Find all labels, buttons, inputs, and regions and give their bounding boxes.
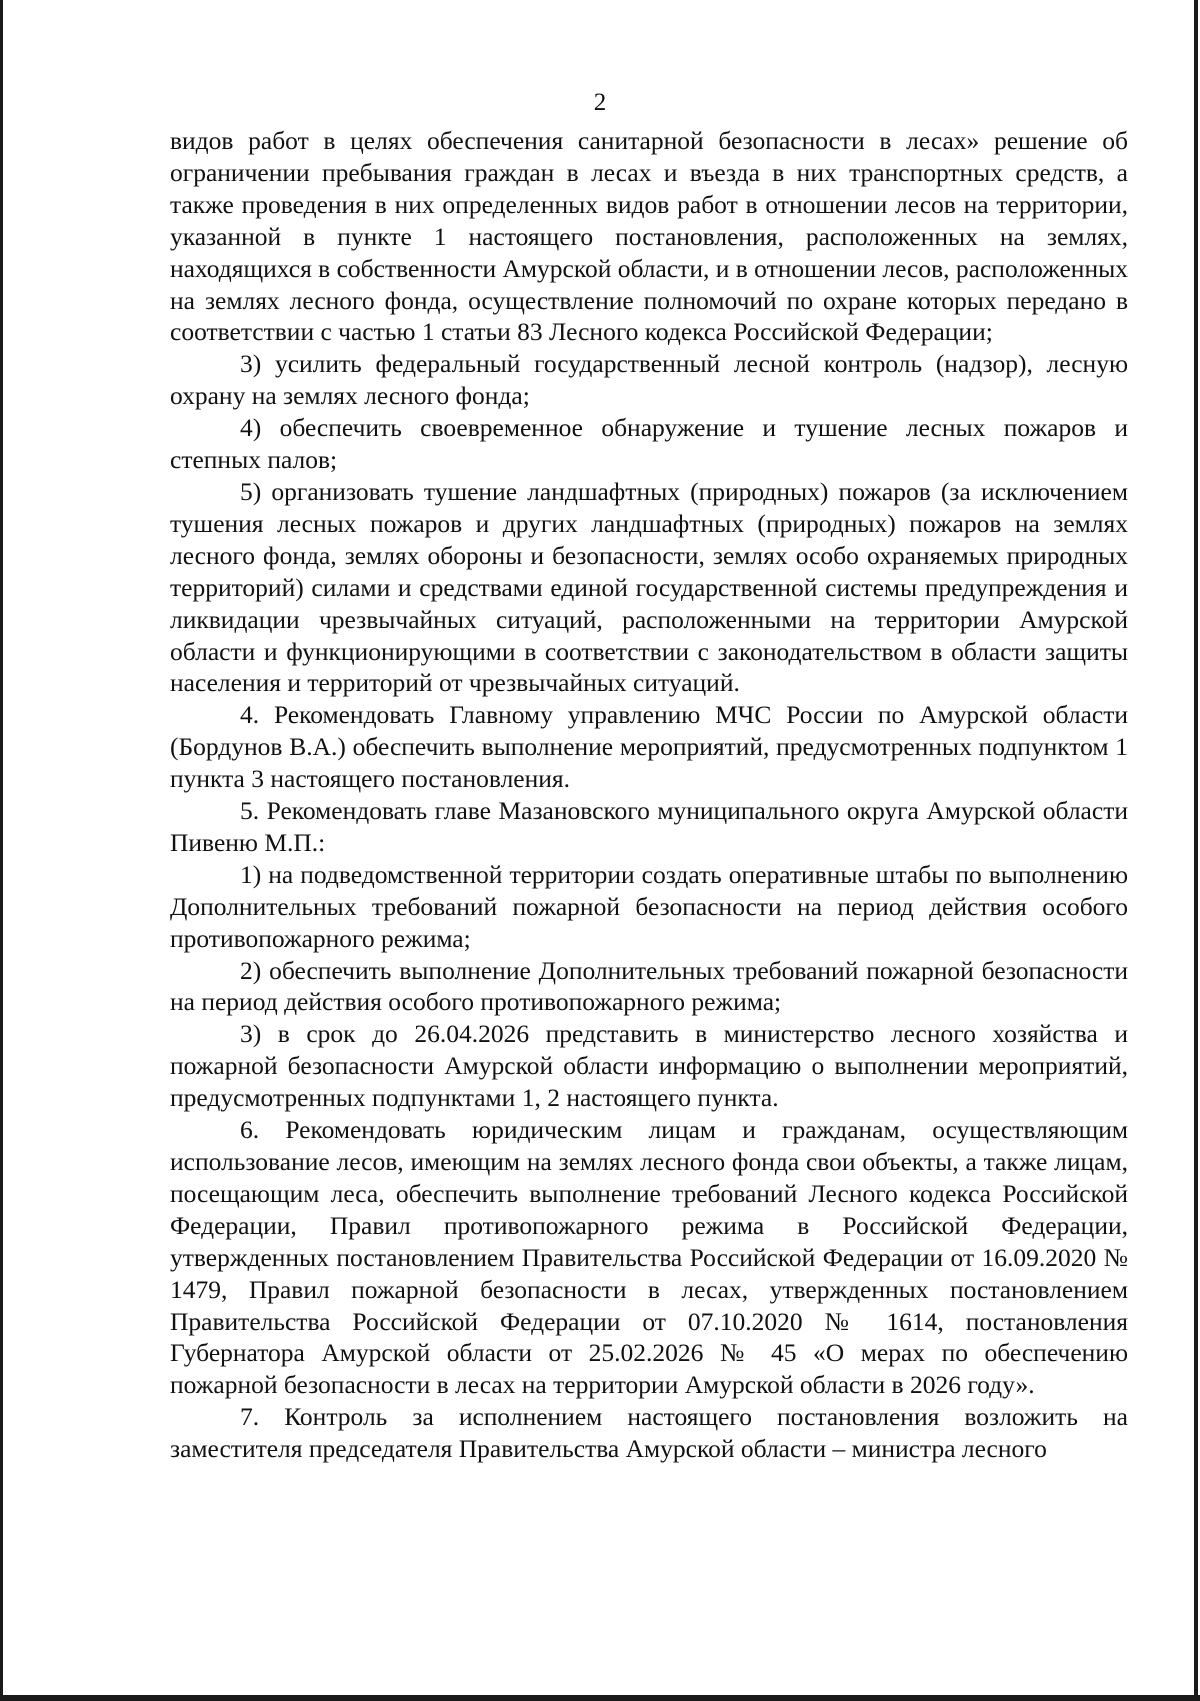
document-body [170, 125, 1128, 1465]
paragraph-item-5-2: 2) обеспечить выполнение Дополнительных требований пожарной безопасности на период действия особого противопожарного режима; [170, 955, 1128, 1017]
paragraph-clause-5: 5. Рекомендовать главе Мазановского муниципального округа Амурской области Пивеню М.П.: [170, 796, 1128, 857]
scan-edge-right [1194, 0, 1198, 1701]
paragraph-continuation: видов работ в целях обеспечения санитарной безопасности в лесах» решение об ограничении пребывания граждан в лесах и въезда в них транспортных средств, а также проведения в них определенных видов работ в отношении лесов на территории, указанной в пункте 1 настоящего постановления, расположенных на землях, находящихся в собственности Амурской области, и в отношении лесов, расположенных на землях лесного фонда, осуществление полномочий по охране которых передано в соответствии с частью 1 статьи 83 Лесного кодекса Российской Федерации; [170, 126, 1128, 347]
page-number: 2 [593, 89, 607, 116]
paragraph-item-3-3: 3) усилить федеральный государственный лесной контроль (надзор), лесную охрану на землях лесного фонда; [170, 349, 1128, 411]
paragraph-clause-7: 7. Контроль за исполнением настоящего постановления возложить на заместителя председателя Правительства Амурской области – министра лесного [170, 1402, 1128, 1464]
paragraph-item-3-5: 5) организовать тушение ландшафтных (природных) пожаров (за исключением тушения лесных пожаров и других ландшафтных (природных) пожаров на землях лесного фонда, землях обороны и безопасности, землях особо охраняемых природных территорий) силами и средствами единой государственной системы предупреждения и ликвидации чрезвычайных ситуаций, расположенными на территории Амурской области и функционирующими в соответствии с законодательством в области защиты населения и территорий от чрезвычайных ситуаций. [170, 476, 1128, 698]
paragraph-item-5-1: 1) на подведомственной территории создать оперативные штабы по выполнению Дополнительных требований пожарной безопасности на период действия особого противопожарного режима; [170, 859, 1128, 953]
scan-edge-left [0, 0, 3, 1701]
paragraph-clause-4: 4. Рекомендовать Главному управлению МЧС России по Амурской области (Бордунов В.А.) обеспечить выполнение мероприятий, предусмотренных подпунктом 1 пункта 3 настоящего постановления. [170, 700, 1128, 794]
scan-edge-bottom [0, 1695, 1200, 1701]
paragraph-item-3-4: 4) обеспечить своевременное обнаружение и тушение лесных пожаров и степных палов; [170, 413, 1128, 475]
paragraph-clause-6: 6. Рекомендовать юридическим лицам и гражданам, осуществляющим использование лесов, имеющим на землях лесного фонда свои объекты, а также лицам, посещающим леса, обеспечить выполнение требований Лесного кодекса Российской Федерации, Правил противопожарного режима в Российской Федерации, утвержденных постановлением Правительства Российской Федерации от 16.09.2020 № 1479, Правил пожарной безопасности в лесах, утвержденных постановлением Правительства Российской Федерации от 07.10.2020 № 1614, постановления Губернатора Амурской области от 25.02.2026 № 45 «О мерах по обеспечению пожарной безопасности в лесах на территории Амурской области в 2026 году». [170, 1115, 1128, 1400]
paragraph-item-5-3: 3) в срок до 26.04.2026 представить в министерство лесного хозяйства и пожарной безопасности Амурской области информацию о выполнении мероприятий, предусмотренных подпунктами 1, 2 настоящего пункта. [170, 1019, 1128, 1113]
